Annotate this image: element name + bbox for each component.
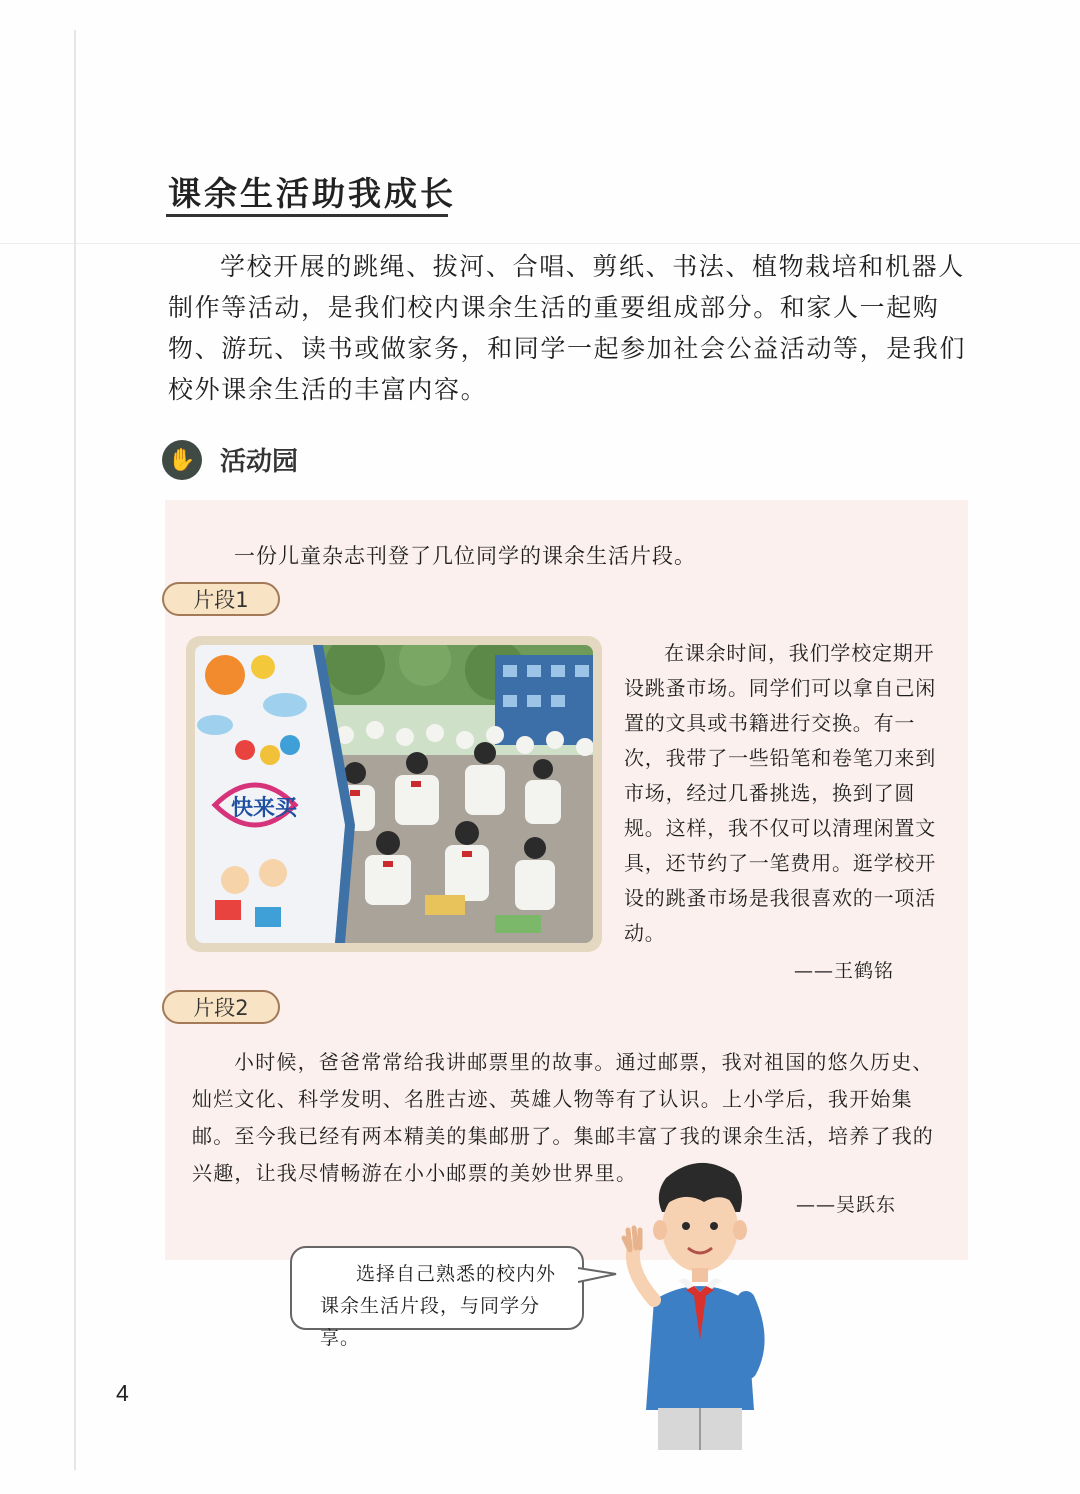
magazine-intro: 一份儿童杂志刊登了几位同学的课余生活片段。 [234,544,696,568]
fragment1-signature: ——王鹤铭 [794,960,895,982]
speech-bubble [290,1246,584,1349]
hand-leaf-icon: ✋ [162,440,202,480]
speech-bubble-tail [578,1266,618,1286]
fragment1-text: 在课余时间，我们学校定期开设跳蚤市场。同学们可以拿自己闲置的文具或书籍进行交换。有一次，我带了一些铅笔和卷笔刀来到市场，经过几番挑选，换到了圆规。这样，我不仅可以清理闲置文具，还节约了一笔费用。逛学校开设的跳蚤市场是我很喜欢的一项活动。 [624,641,936,945]
page-number: 4 [116,1380,129,1406]
title-underline [166,214,448,217]
fragment2-text: 小时候，爸爸常常给我讲邮票里的故事。通过邮票，我对祖国的悠久历史、灿烂文化、科学发明、名胜古迹、英雄人物等有了认识。上小学后，我开始集邮。至今我已经有两本精美的集邮册了。集邮丰富了我的课余生活，培养了我的兴趣，让我尽情畅游在小小邮票的美妙世界里。 [192,1050,934,1185]
page-fold-line [0,243,1080,244]
flea-market-photo [186,636,602,952]
boy-illustration [614,1150,784,1450]
activity-title: 活动园 [220,447,299,477]
intro-paragraph: 学校开展的跳绳、拔河、合唱、剪纸、书法、植物栽培和机器人制作等活动，是我们校内课余生活的重要组成部分。和家人一起购物、游玩、读书或做家务，和同学一起参加社会公益活动等，是我们校外课余生活的丰富内容。 [168,252,967,404]
page-spine-line [74,30,76,1470]
photo-sign-text: 快来买 [231,796,298,821]
section-title: 课余生活助我成长 [168,174,456,213]
fragment1-tag: 片段1 [162,582,280,616]
flea-market-illustration [195,645,593,943]
fragment2-signature: ——吴跃东 [796,1194,897,1216]
fragment2-tag: 片段2 [162,990,280,1024]
speech-bubble-text: 选择自己熟悉的校内外课余生活片段，与同学分享。 [320,1263,557,1349]
